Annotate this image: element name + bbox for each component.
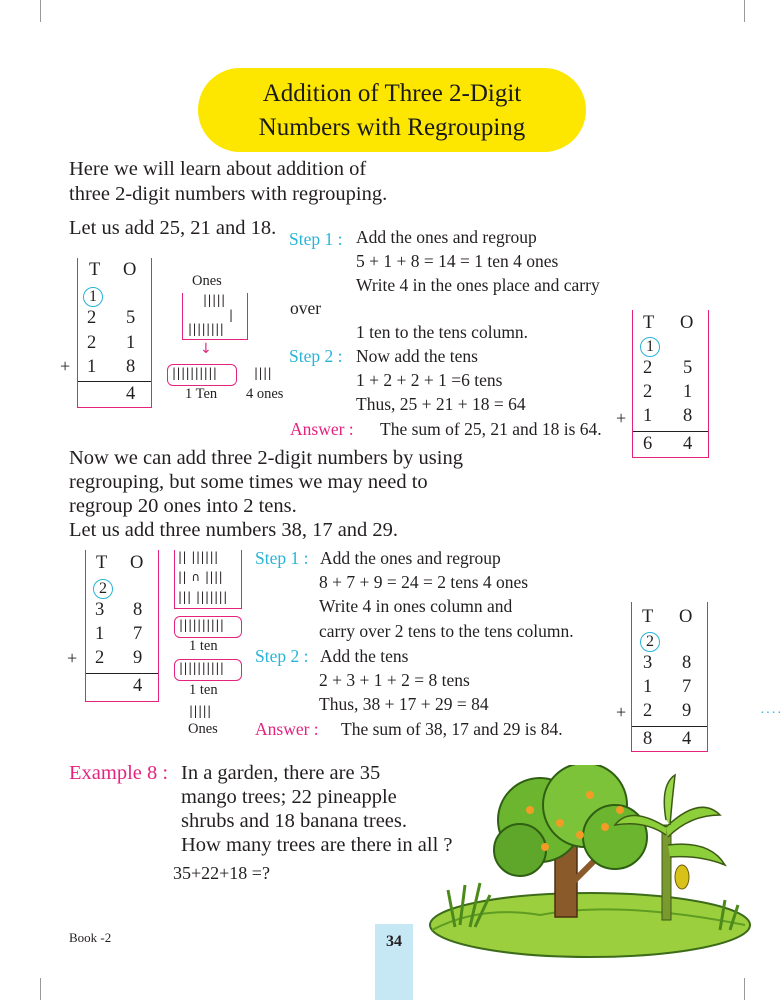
header-tens: T — [96, 553, 108, 573]
sum-tens: 6 — [643, 434, 653, 454]
ex2-step1-line4: carry over 2 tens to the tens column. — [319, 621, 574, 641]
row1-ones: 8 — [133, 600, 143, 620]
sticks-row-c: |||||||| — [188, 322, 225, 336]
example8-line-2: mango trees; 22 pineapple — [181, 786, 397, 808]
table-bottom — [632, 751, 707, 752]
sticks-row-1: || |||||| — [178, 550, 219, 564]
header-ones: O — [130, 553, 144, 573]
partial-sum-ones: 4 — [126, 384, 136, 404]
ex2-step1-label: Step 1 : — [255, 548, 309, 568]
carry-digit: 2 — [93, 579, 113, 599]
row1-tens: 2 — [643, 358, 653, 378]
sum-ones: 4 — [683, 434, 693, 454]
ten-bundle-a-sticks: |||||||||| — [179, 618, 225, 632]
row3-ones: 9 — [682, 701, 692, 721]
plus-sign: + — [616, 702, 627, 722]
row3-tens: 1 — [643, 406, 653, 426]
ten-bundle-sticks: |||||||||| — [172, 366, 218, 380]
down-arrow-icon: ↓ — [200, 341, 212, 357]
sticks-row-2: || ∩ |||| — [178, 570, 224, 584]
ex1-step2-line3: Thus, 25 + 21 + 18 = 64 — [356, 394, 526, 414]
sum-line — [78, 381, 151, 382]
garden-illustration-icon — [420, 765, 760, 965]
header-ones: O — [680, 313, 694, 333]
ones-sticks: ||||| — [189, 704, 212, 718]
ten-label-b: 1 ten — [189, 682, 218, 698]
row1-ones: 5 — [126, 308, 136, 328]
ones-label: Ones — [192, 273, 222, 289]
plus-sign: + — [67, 648, 78, 668]
ex1-step2-label: Step 2 : — [289, 346, 343, 366]
crop-mark — [40, 0, 41, 22]
ten-bundle-b-sticks: |||||||||| — [179, 661, 225, 675]
ex1-lead: Let us add 25, 21 and 18. — [69, 217, 277, 239]
header-tens: T — [643, 313, 655, 333]
ex1-tens-ones-table — [77, 258, 152, 408]
table-bottom — [86, 701, 158, 702]
header-ones: O — [679, 607, 693, 627]
ex1-step1-line1: Add the ones and regroup — [356, 227, 537, 247]
sum-ones: 4 — [682, 729, 692, 749]
crop-mark — [40, 978, 41, 1000]
ex1-step1-line3: Write 4 in the ones place and carry — [356, 275, 600, 295]
example8-line-3: shrubs and 18 banana trees. — [181, 810, 408, 832]
mid-line-1: Now we can add three 2-digit numbers by using — [69, 447, 463, 469]
row3-tens: 2 — [643, 701, 653, 721]
crop-mark — [744, 978, 745, 1000]
row2-tens: 1 — [643, 677, 653, 697]
ex2-step2-label: Step 2 : — [255, 646, 309, 666]
sticks-row-b: | — [229, 308, 234, 322]
four-ones-label: 4 ones — [246, 386, 284, 402]
row1-tens: 3 — [643, 653, 653, 673]
ex1-step1-line4: 1 ten to the tens column. — [356, 322, 529, 342]
ex1-step1-label: Step 1 : — [289, 229, 343, 249]
carry-digit: 2 — [640, 632, 660, 652]
sum-line — [633, 431, 708, 432]
partial-sum-ones: 4 — [133, 676, 143, 696]
carry-digit: 1 — [83, 287, 103, 307]
plus-sign: + — [616, 408, 627, 428]
mid-line-3: regroup 20 ones into 2 tens. — [69, 495, 297, 517]
ex2-step2-line3: Thus, 38 + 17 + 29 = 84 — [319, 694, 489, 714]
sticks-row-3: ||| ||||||| — [178, 590, 228, 604]
title-line-2: Numbers with Regrouping — [258, 114, 526, 141]
example8-equation: 35+22+18 =? — [173, 863, 270, 883]
row1-tens: 2 — [87, 308, 97, 328]
ex2-step1-line1: Add the ones and regroup — [320, 548, 501, 568]
edge-dots: ···· — [760, 706, 783, 721]
mid-line-4: Let us add three numbers 38, 17 and 29. — [69, 519, 399, 541]
ex2-step2-line2: 2 + 3 + 1 + 2 = 8 tens — [319, 670, 470, 690]
carry-digit: 1 — [640, 337, 660, 357]
row3-tens: 2 — [95, 648, 105, 668]
ex1-answer-text: The sum of 25, 21 and 18 is 64. — [380, 419, 602, 439]
ten-label-a: 1 ten — [189, 638, 218, 654]
row3-ones: 8 — [126, 357, 136, 377]
ex2-step1-line2: 8 + 7 + 9 = 24 = 2 tens 4 ones — [319, 572, 529, 592]
ex1-step2-line2: 1 + 2 + 2 + 1 =6 tens — [356, 370, 503, 390]
row2-tens: 1 — [95, 624, 105, 644]
crop-mark — [744, 0, 745, 22]
plus-sign: + — [60, 356, 71, 376]
ex1-step1-line2: 5 + 1 + 8 = 14 = 1 ten 4 ones — [356, 251, 559, 271]
ones-label: Ones — [188, 721, 218, 737]
ex1-over: over — [290, 298, 322, 318]
row2-ones: 1 — [126, 333, 136, 353]
row2-ones: 7 — [133, 624, 143, 644]
title-line-1: Addition of Three 2-Digit — [262, 80, 522, 107]
example8-line-4: How many trees are there in all ? — [181, 834, 453, 856]
row3-tens: 1 — [87, 357, 97, 377]
row1-tens: 3 — [95, 600, 105, 620]
mid-line-2: regrouping, but some times we may need to — [69, 471, 428, 493]
ex1-step2-line1: Now add the tens — [356, 346, 478, 366]
row1-ones: 5 — [683, 358, 693, 378]
sticks-row-a: ||||| — [203, 293, 226, 307]
row1-ones: 8 — [682, 653, 692, 673]
ex2-result-table — [631, 602, 708, 752]
ex1-answer-label: Answer : — [290, 419, 354, 439]
ex2-step1-line3: Write 4 in ones column and — [319, 596, 513, 616]
ten-label: 1 Ten — [185, 386, 218, 402]
row2-ones: 7 — [682, 677, 692, 697]
table-bottom — [78, 407, 151, 408]
page-number: 34 — [375, 924, 413, 1000]
header-ones: O — [123, 260, 137, 280]
row2-tens: 2 — [87, 333, 97, 353]
header-tens: T — [89, 260, 101, 280]
example8-line-1: In a garden, there are 35 — [181, 762, 381, 784]
page-title — [198, 68, 586, 152]
row3-ones: 8 — [683, 406, 693, 426]
row2-tens: 2 — [643, 382, 653, 402]
sum-tens: 8 — [643, 729, 653, 749]
ex1-result-table — [632, 310, 709, 458]
row2-ones: 1 — [683, 382, 693, 402]
sum-line — [632, 726, 707, 727]
table-bottom — [633, 457, 708, 458]
example8-label: Example 8 : — [69, 762, 169, 784]
intro-line-2: three 2-digit numbers with regrouping. — [69, 183, 388, 205]
sum-line — [86, 673, 158, 674]
ex2-answer-label: Answer : — [255, 719, 319, 739]
four-ones-sticks: |||| — [254, 366, 273, 380]
ex2-tens-ones-table — [85, 550, 159, 702]
header-tens: T — [642, 607, 654, 627]
ex2-step2-line1: Add the tens — [320, 646, 409, 666]
ex2-answer-text: The sum of 38, 17 and 29 is 84. — [341, 719, 563, 739]
book-label: Book -2 — [69, 930, 112, 945]
intro-line-1: Here we will learn about addition of — [69, 158, 367, 180]
row3-ones: 9 — [133, 648, 143, 668]
